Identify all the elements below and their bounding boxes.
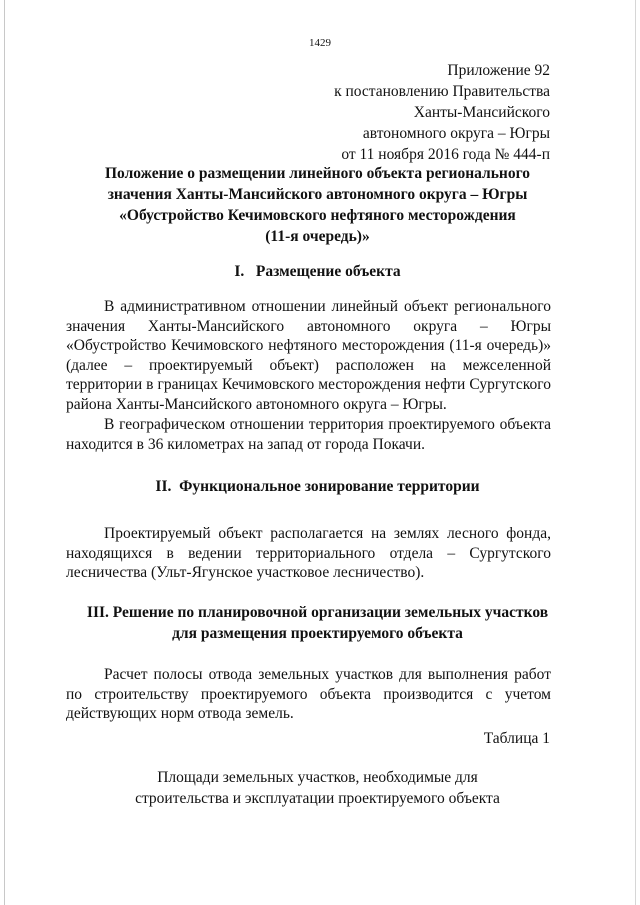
title-line: значения Ханты-Мансийского автономного округа – Югры [107,186,528,203]
table-caption [80,767,555,809]
title-line: (11-я очередь)» [265,228,370,245]
page-number: 1429 [309,37,331,49]
table-label: Таблица 1 [483,730,550,747]
table-caption-line: строительства и эксплуатации проектируемого объекта [135,790,500,807]
document-title [80,163,555,247]
appendix-line: от 11 ноября 2016 года № 444-п [341,146,550,163]
appendix-line: Приложение 92 [447,62,550,79]
scan-edge-left [4,0,5,905]
section-3-heading-line: III. Решение по планировочной организации земельных участков [86,604,549,621]
section-3-heading [80,602,555,644]
section-2-paragraph-1: Проектируемый объект располагается на землях лесного фонда, находящихся в ведении территориального отдела – Сургутского лесничества (Ульт-Ягунское участковое лесничество). [66,525,551,581]
title-line: Положение о размещении линейного объекта регионального [105,165,530,182]
section-3-heading-line: для размещения проектируемого объекта [172,625,463,642]
table-caption-line: Площади земельных участков, необходимые для [157,769,478,786]
appendix-block [334,60,550,165]
section-1-heading: I. Размещение объекта [234,263,401,280]
appendix-line: Ханты-Мансийского [413,104,550,121]
section-2-heading: II. Функциональное зонирование территории [155,478,480,495]
section-1-paragraph-1: В административном отношении линейный объект регионального значения Ханты-Мансийского автономного округа – Югры «Обустройство Кечимовского нефтяного месторождения (11-я очередь)» (далее – проектируемый объект) расположен на межселенной территории в границах Кечимовского месторождения нефти Сургутского района Ханты-Мансийского автономного округа – Югры. [66,298,551,413]
title-line: «Обустройство Кечимовского нефтяного месторождения [119,207,516,224]
section-1-paragraph-2: В географическом отношении территория проектируемого объекта находится в 36 километрах на запад от города Покачи. [66,416,551,453]
appendix-line: автономного округа – Югры [362,125,550,142]
scan-edge-right [635,0,636,905]
section-3-paragraph-1: Расчет полосы отвода земельных участков для выполнения работ по строительству проектируемого объекта производится с учетом действующих норм отвода земель. [66,666,551,722]
appendix-line: к постановлению Правительства [334,83,550,100]
